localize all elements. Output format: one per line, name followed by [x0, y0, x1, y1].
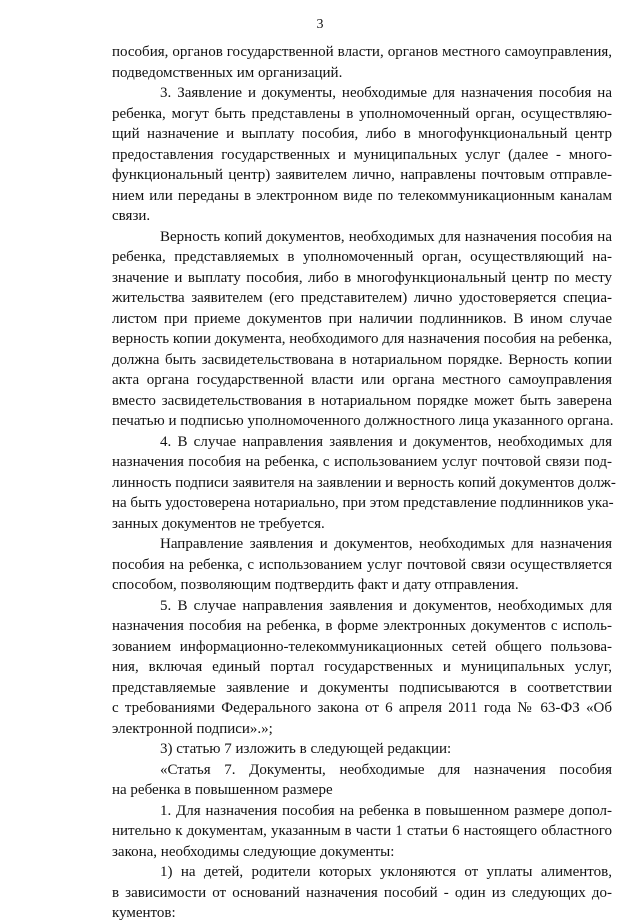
- text-line: вместо засвидетельствования в нотариальном порядке может быть заверена: [112, 392, 612, 409]
- text-line: «Статья 7. Документы, необходимые для назначения пособия: [160, 761, 612, 778]
- text-line: щий назначение и выплату пособия, либо в многофункциональный центр: [112, 126, 612, 142]
- text-line: способом, позволяющим подтвердить факт и дату отправления.: [112, 577, 519, 593]
- text-line: в зависимости от оснований назначения пособий - один из следующих до-: [112, 884, 612, 901]
- page-number: 3: [316, 17, 324, 32]
- text-line: 3) статью 7 изложить в следующей редакции:: [160, 741, 452, 757]
- text-line: акта органа государственной власти или органа местного самоуправления: [112, 372, 612, 388]
- text-line: на быть удостоверена нотариально, при этом представление подлинников ука-: [112, 495, 614, 511]
- text-line: занных документов не требуется.: [112, 515, 325, 532]
- document-body: [112, 42, 616, 924]
- text-line: ребенка, могут быть представлены в уполномоченный орган, осуществляю-: [112, 105, 612, 122]
- text-line: связи.: [112, 208, 151, 224]
- paragraph: [112, 227, 612, 432]
- text-line: 1. Для назначения пособия на ребенка в повышенном размере допол-: [160, 802, 612, 819]
- paragraph: [112, 760, 612, 801]
- text-line: с требованиями Федерального закона от 6 апреля 2011 года № 63-ФЗ «Об: [112, 700, 612, 716]
- text-line: 1) на детей, родители которых уклоняются от уплаты алиментов,: [160, 864, 612, 880]
- text-line: пособия, органов государственной власти, органов местного самоуправления,: [112, 44, 612, 60]
- text-line: предоставления государственных и муниципальных услуг (далее - много-: [112, 146, 612, 163]
- text-line: назначения пособия на ребенка, с использованием услуг почтовой связи под-: [112, 454, 612, 470]
- text-line: ния, включая единый портал государственных и муниципальных услуг,: [112, 659, 612, 675]
- text-line: кументов:: [112, 905, 176, 921]
- text-line: 4. В случае направления заявления и документов, необходимых для: [160, 433, 612, 450]
- paragraph: [112, 801, 612, 863]
- text-line: нительно к документам, указанным в части 1 статьи 6 настоящего областного: [112, 823, 612, 839]
- text-line: представляемые заявление и документы подписываются в соответствии: [112, 679, 612, 696]
- text-line: пособия на ребенка, с использованием услуг почтовой связи осуществляется: [112, 556, 612, 573]
- paragraph: [112, 862, 612, 924]
- paragraph: [112, 83, 612, 227]
- text-line: назначения пособия на ребенка, в форме электронных документов с исполь-: [112, 618, 612, 634]
- paragraph: [112, 432, 616, 535]
- paragraph: [112, 739, 612, 760]
- text-line: нием или переданы в электронном виде по телекоммуникационным каналам: [112, 187, 612, 204]
- text-line: на ребенка в повышенном размере: [112, 782, 333, 798]
- text-line: Верность копий документов, необходимых для назначения пособия на: [160, 228, 612, 245]
- text-line: линность подписи заявителя на заявлении и верность копий документов долж-: [112, 474, 616, 491]
- text-line: зованием информационно-телекоммуникационных сетей общего пользова-: [112, 638, 612, 655]
- text-line: ребенка, представляемых в уполномоченный орган, осуществляющий на-: [112, 249, 612, 265]
- text-line: листом при приеме документов при наличии подлинников. В ином случае: [112, 310, 612, 327]
- text-line: верность копии документа, необходимого для назначения пособия на ребенка,: [112, 331, 613, 347]
- text-line: электронной подписи».»;: [112, 720, 273, 737]
- text-line: закона, необходимы следующие документы:: [112, 843, 395, 860]
- text-line: функциональный центр) заявителем лично, направлены почтовым отправле-: [112, 167, 612, 183]
- paragraph: [112, 596, 612, 740]
- text-line: 3. Заявление и документы, необходимые для назначения пособия на: [160, 85, 612, 101]
- text-line: 5. В случае направления заявления и документов, необходимых для: [160, 597, 612, 614]
- text-line: подведомственных им организаций.: [112, 64, 343, 81]
- text-line: жительства заявителем (его представителем) лично удостоверяется специа-: [112, 290, 612, 306]
- text-line: Направление заявления и документов, необходимых для назначения: [160, 536, 612, 552]
- text-line: печатью и подписью уполномоченного должностного лица указанного органа.: [112, 413, 614, 429]
- paragraph: [112, 42, 612, 83]
- text-line: значение и выплату пособия, либо в многофункциональный центр по месту: [112, 269, 612, 286]
- text-line: должна быть засвидетельствована в нотариальном порядке. Верность копии: [112, 351, 612, 368]
- paragraph: [112, 534, 612, 596]
